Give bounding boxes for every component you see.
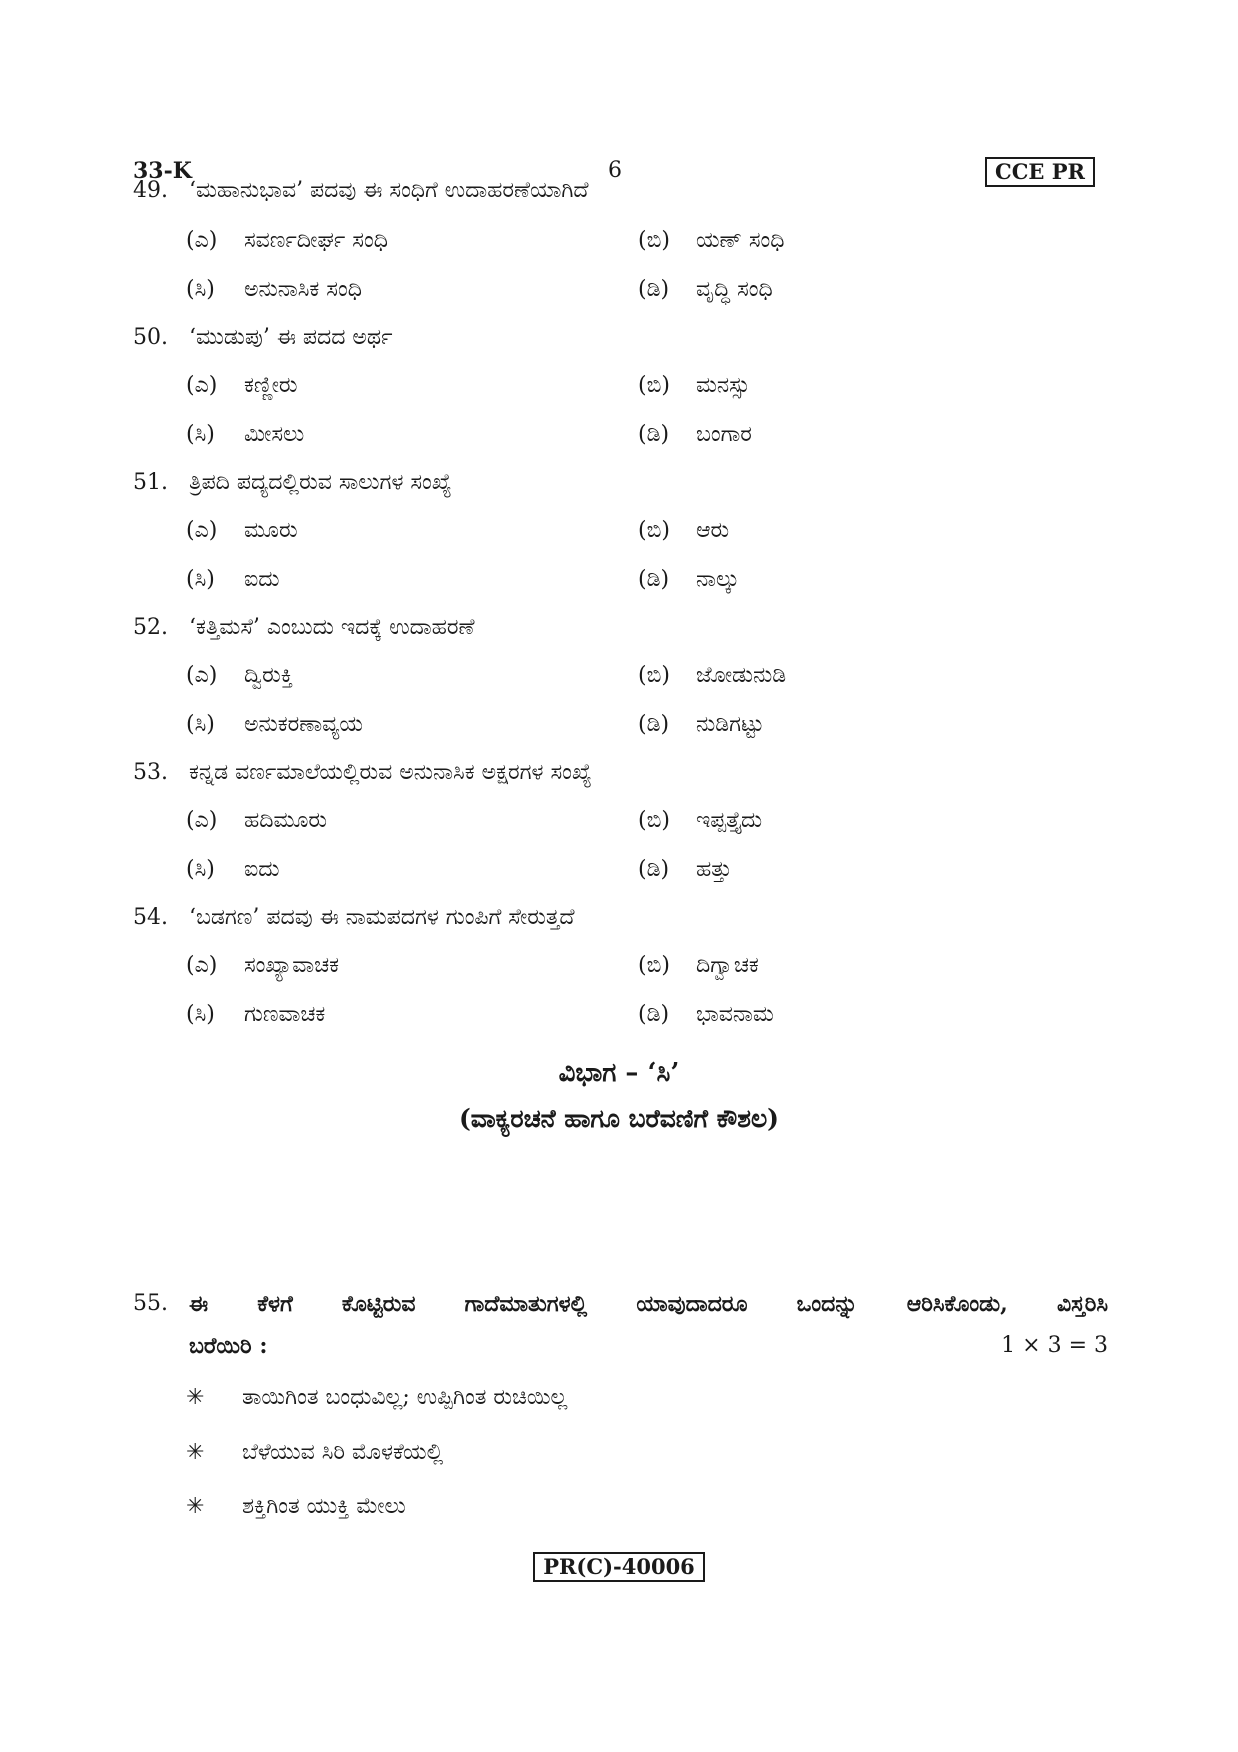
option-label: (ಎ) <box>186 518 218 543</box>
option-label: (ಸಿ) <box>186 567 215 592</box>
option-text: ಐದು <box>244 567 280 592</box>
option-label: (ಡಿ) <box>638 422 670 447</box>
question-50 <box>133 325 393 350</box>
question-51 <box>133 470 452 495</box>
option-label: (ಎ) <box>186 953 218 978</box>
option-d <box>638 277 773 302</box>
question-number: 49. <box>133 178 168 203</box>
option-text: ಹತ್ತು <box>696 857 732 882</box>
option-label: (ಎ) <box>186 808 218 833</box>
question-number: 51. <box>133 470 168 495</box>
option-text: ಕಣ್ಣೀರು <box>244 373 298 398</box>
option-d <box>638 1002 774 1027</box>
option-d <box>638 567 739 592</box>
option-text: ಬಂಗಾರ <box>696 422 752 447</box>
option-d <box>638 857 732 882</box>
option-text: ಸಂಖ್ಯಾವಾಚಕ <box>244 953 340 978</box>
footer <box>0 1552 1238 1582</box>
option-a <box>186 663 293 688</box>
option-c <box>186 422 304 447</box>
option-text: ನಾಲ್ಕು <box>696 567 740 592</box>
question-number: 53. <box>133 760 168 785</box>
option-text: ಆರು <box>696 518 730 543</box>
question-text: ಕನ್ನಡ ವರ್ಣಮಾಲೆಯಲ್ಲಿರುವ ಅನುನಾಸಿಕ ಅಕ್ಷರಗಳ ಸಂಖ್ಯೆ <box>189 760 592 785</box>
option-label: (ಬಿ) <box>638 953 670 978</box>
proverb-text: ತಾಯಿಗಿಂತ ಬಂಧುವಿಲ್ಲ; ಉಪ್ಪಿಗಿಂತ ರುಚಿಯಿಲ್ಲ <box>242 1385 568 1410</box>
option-label: (ಡಿ) <box>638 857 670 882</box>
question-text: ‘ಮಹಾನುಭಾವ’ ಪದವು ಈ ಸಂಧಿಗೆ ಉದಾಹರಣೆಯಾಗಿದೆ <box>189 178 589 203</box>
option-a <box>186 373 298 398</box>
option-text: ದ್ವಿರುಕ್ತಿ <box>244 663 293 688</box>
question-text-line-2: ಬರೆಯಿರಿ : <box>189 1333 268 1359</box>
option-b <box>638 518 729 543</box>
option-label: (ಎ) <box>186 228 218 253</box>
option-label: (ಎ) <box>186 663 218 688</box>
question-text: ತ್ರಿಪದಿ ಪದ್ಯದಲ್ಲಿರುವ ಸಾಲುಗಳ ಸಂಖ್ಯೆ <box>189 470 452 495</box>
proverb-text: ಬೆಳೆಯುವ ಸಿರಿ ಮೊಳಕೆಯಲ್ಲಿ <box>242 1440 444 1465</box>
question-49 <box>133 178 589 203</box>
proverb-item <box>186 1385 567 1410</box>
option-text: ಇಪ್ಪತ್ತೈದು <box>696 808 763 833</box>
option-a <box>186 518 298 543</box>
option-label: (ಸಿ) <box>186 1002 215 1027</box>
option-label: (ಸಿ) <box>186 422 215 447</box>
option-d <box>638 422 752 447</box>
option-b <box>638 663 786 688</box>
section-subtitle: (ವಾಕ್ಯರಚನೆ ಹಾಗೂ ಬರೆವಣಿಗೆ ಕೌಶಲ) <box>458 1104 780 1133</box>
question-text: ‘ಮುಡುಪು’ ಈ ಪದದ ಅರ್ಥ <box>189 325 393 350</box>
question-number: 55. <box>133 1291 168 1316</box>
option-label: (ಸಿ) <box>186 277 215 302</box>
question-53 <box>133 760 592 785</box>
option-label: (ಬಿ) <box>638 228 670 253</box>
option-text: ಗುಣವಾಚಕ <box>244 1002 326 1027</box>
option-text: ಭಾವನಾಮ <box>696 1002 774 1027</box>
question-text: ‘ಕತ್ತಿಮಸೆ’ ಎಂಬುದು ಇದಕ್ಕೆ ಉದಾಹರಣೆ <box>189 615 475 640</box>
option-c <box>186 712 363 737</box>
option-text: ಅನುನಾಸಿಕ ಸಂಧಿ <box>244 277 362 302</box>
option-label: (ಎ) <box>186 373 218 398</box>
option-b <box>638 228 784 253</box>
option-text: ಮೀಸಲು <box>244 422 305 447</box>
option-a <box>186 228 388 253</box>
question-number: 52. <box>133 615 168 640</box>
question-text: ‘ಬಡಗಣ’ ಪದವು ಈ ನಾಮಪದಗಳ ಗುಂಪಿಗೆ ಸೇರುತ್ತದೆ <box>189 905 575 930</box>
option-text: ಹದಿಮೂರು <box>244 808 328 833</box>
question-number: 54. <box>133 905 168 930</box>
footer-code-box: PR(C)-40006 <box>533 1552 705 1582</box>
option-label: (ಬಿ) <box>638 663 670 688</box>
option-text: ಮೂರು <box>244 518 298 543</box>
option-label: (ಡಿ) <box>638 712 670 737</box>
option-text: ವೃದ್ಧಿ ಸಂಧಿ <box>696 277 773 302</box>
question-number: 50. <box>133 325 168 350</box>
option-text: ಅನುಕರಣಾವ್ಯಯ <box>244 712 363 737</box>
question-text-line-1: ಈ ಕೆಳಗೆ ಕೊಟ್ಟಿರುವ ಗಾದೆಮಾತುಗಳಲ್ಲಿ ಯಾವುದಾದರೂ ಒಂದನ್ನು ಆರಿಸಿಕೊಂಡು, ವಿಸ್ತರಿಸಿ <box>189 1291 1108 1317</box>
page-number: 6 <box>608 158 622 183</box>
option-b <box>638 808 762 833</box>
option-text: ಐದು <box>244 857 280 882</box>
option-label: (ಡಿ) <box>638 277 670 302</box>
option-label: (ಡಿ) <box>638 1002 670 1027</box>
option-d <box>638 712 764 737</box>
option-label: (ಬಿ) <box>638 373 670 398</box>
option-label: (ಬಿ) <box>638 518 670 543</box>
option-text: ಮನಸ್ಸು <box>696 373 750 398</box>
asterisk-bullet-icon: ✳ <box>186 1494 205 1519</box>
marks-allocation: 1 × 3 = 3 <box>1001 1333 1108 1358</box>
asterisk-bullet-icon: ✳ <box>186 1385 205 1410</box>
option-a <box>186 808 327 833</box>
option-label: (ಸಿ) <box>186 857 215 882</box>
option-text: ಸವರ್ಣದೀರ್ಘ ಸಂಧಿ <box>244 228 388 253</box>
option-c <box>186 1002 325 1027</box>
option-c <box>186 277 362 302</box>
option-text: ನುಡಿಗಟ್ಟು <box>696 712 764 737</box>
option-b <box>638 953 759 978</box>
proverb-item <box>186 1494 406 1519</box>
proverb-text: ಶಕ್ತಿಗಿಂತ ಯುಕ್ತಿ ಮೇಲು <box>242 1494 406 1519</box>
question-52 <box>133 615 474 640</box>
section-title: ವಿಭಾಗ – ‘ಸಿ’ <box>558 1058 680 1088</box>
option-label: (ಬಿ) <box>638 808 670 833</box>
option-b <box>638 373 750 398</box>
option-label: (ಡಿ) <box>638 567 670 592</box>
paper-code: 33-K <box>133 158 192 184</box>
question-54 <box>133 905 574 930</box>
option-c <box>186 857 279 882</box>
option-text: ಯಣ್ ಸಂಧಿ <box>696 228 785 253</box>
proverb-item <box>186 1440 443 1465</box>
option-label: (ಸಿ) <box>186 712 215 737</box>
option-a <box>186 953 339 978</box>
asterisk-bullet-icon: ✳ <box>186 1440 205 1465</box>
option-c <box>186 567 279 592</box>
exam-code-box: CCE PR <box>985 157 1095 187</box>
option-text: ಜೋಡುನುಡಿ <box>696 663 787 688</box>
option-text: ದಿಗ್ವಾಚಕ <box>696 953 759 978</box>
